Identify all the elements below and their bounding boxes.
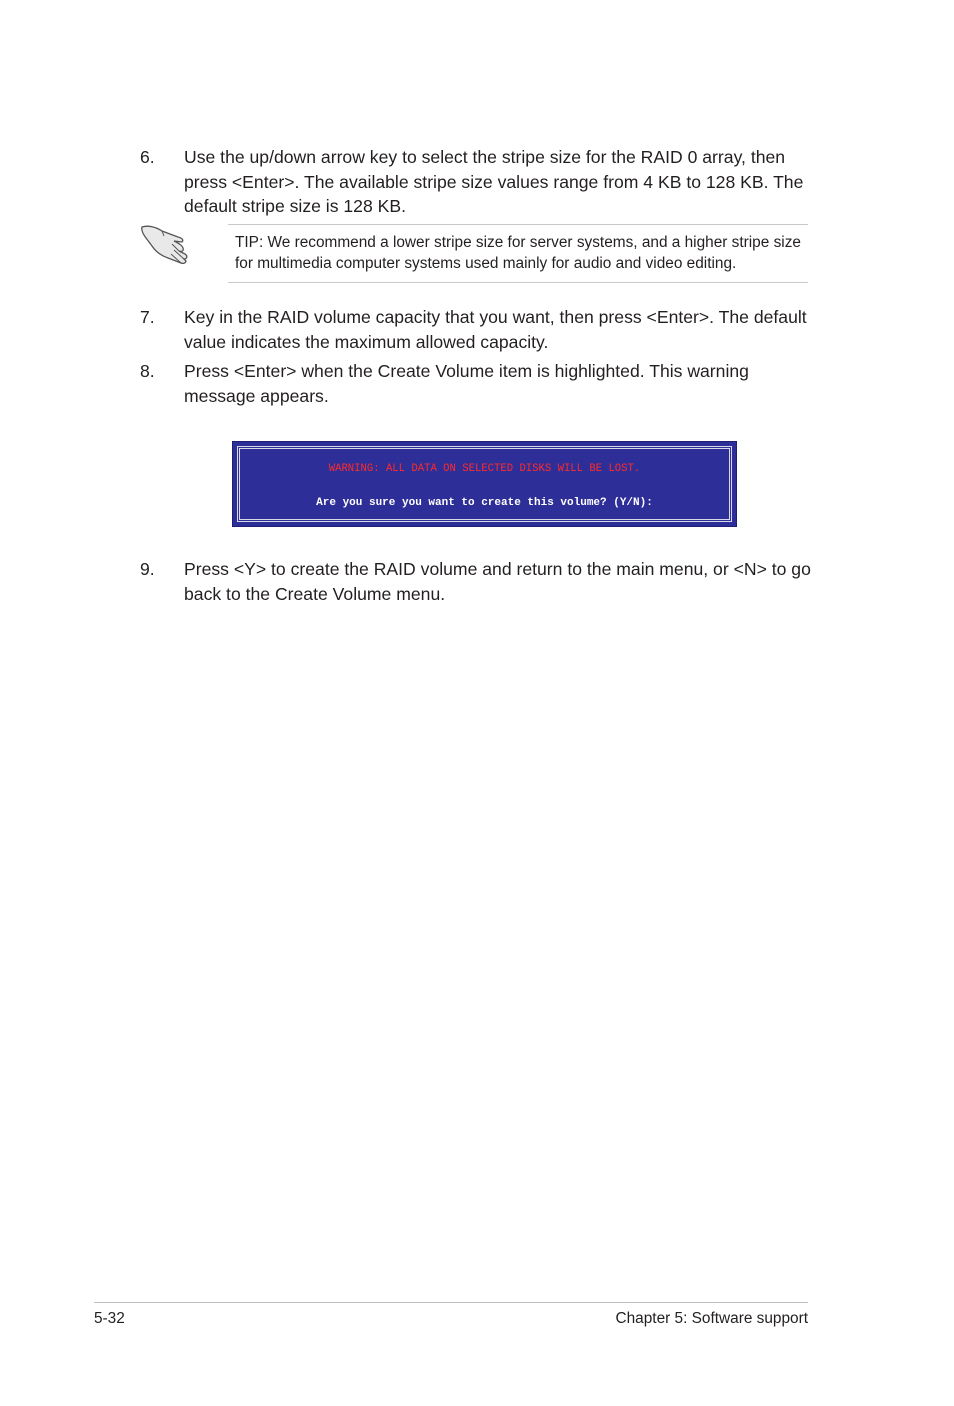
step-number: 8. bbox=[140, 361, 155, 381]
warning-message: WARNING: ALL DATA ON SELECTED DISKS WILL BE LOST. bbox=[328, 463, 641, 475]
step-text: Press <Enter> when the Create Volume item is highlighted. This warning message appears. bbox=[184, 361, 749, 406]
chapter-title: Chapter 5: Software support bbox=[615, 1310, 808, 1327]
tip-text: TIP: We recommend a lower stripe size for server systems, and a higher stripe size for multimedia computer systems used mainly for audio and video editing. bbox=[235, 234, 801, 272]
step-8 bbox=[140, 359, 820, 408]
bios-warning-dialog bbox=[232, 441, 737, 527]
page-number: 5-32 bbox=[94, 1310, 125, 1327]
tip-box bbox=[228, 224, 808, 283]
step-text: Use the up/down arrow key to select the stripe size for the RAID 0 array, then press <Enter>. The available stripe size values range from 4 KB to 128 KB. The default stripe size is 128 KB. bbox=[184, 147, 804, 216]
step-text: Key in the RAID volume capacity that you want, then press <Enter>. The default value indicates the maximum allowed capacity. bbox=[184, 307, 807, 352]
step-text: Press <Y> to create the RAID volume and return to the main menu, or <N> to go back to the Create Volume menu. bbox=[184, 559, 811, 604]
pointing-hand-icon bbox=[138, 222, 194, 264]
dialog-frame bbox=[237, 446, 732, 522]
step-number: 6. bbox=[140, 147, 155, 167]
step-number: 7. bbox=[140, 307, 155, 327]
footer-divider bbox=[94, 1302, 808, 1303]
step-number: 9. bbox=[140, 559, 155, 579]
step-6 bbox=[140, 145, 820, 219]
step-7 bbox=[140, 305, 820, 354]
step-9 bbox=[140, 557, 820, 606]
confirm-prompt: Are you sure you want to create this volume? (Y/N): bbox=[316, 497, 653, 509]
